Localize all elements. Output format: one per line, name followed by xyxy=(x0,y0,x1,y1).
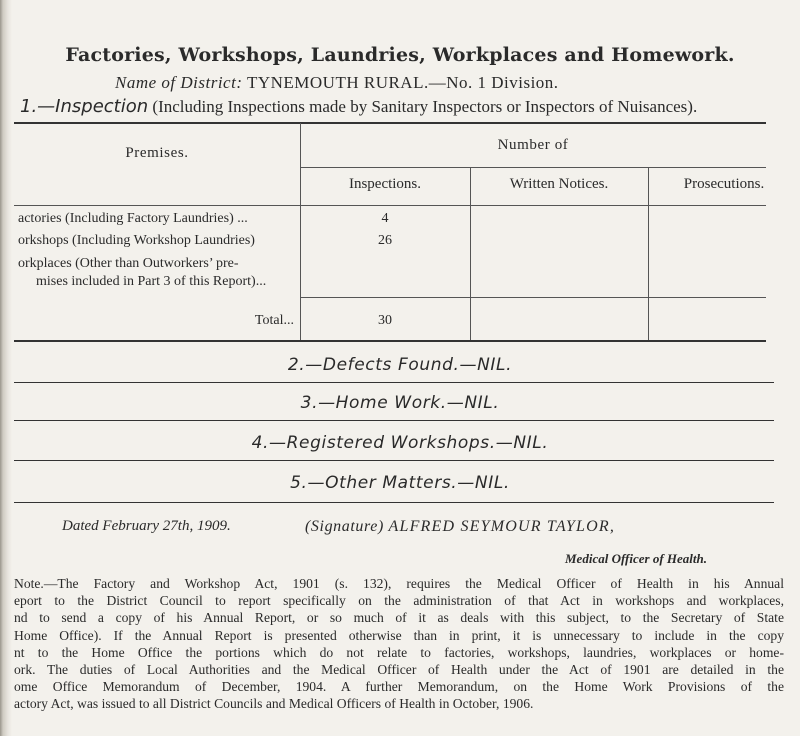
table-divider xyxy=(470,168,471,341)
total-label: Total... xyxy=(254,313,294,328)
inspections-header: Inspections. xyxy=(348,176,422,192)
note-line: Home Office). If the Annual Report is presented otherwise than in print, it is unnecessary to include in the copy xyxy=(14,627,784,643)
total-inspections: 30 xyxy=(378,313,392,328)
table-header-rule xyxy=(14,205,766,206)
written-notices-header: Written Notices. xyxy=(509,176,609,192)
section-defects: 2.—Defects Found.—NIL. xyxy=(287,355,513,375)
section-other-matters: 5.—Other Matters.—NIL. xyxy=(290,473,510,493)
table-divider xyxy=(648,168,649,341)
signatory-name: ALFRED SEYMOUR TAYLOR, xyxy=(388,518,616,535)
page-title: Factories, Workshops, Laundries, Workplaces and Homework. xyxy=(65,44,735,66)
section-rule xyxy=(14,382,774,383)
number-of-header: Number of xyxy=(497,137,569,153)
note-line: Note.—The Factory and Workshop Act, 1901 (s. 132), requires the Medical Officer of Health in his Annual xyxy=(14,576,784,591)
section-home-work: 3.—Home Work.—NIL. xyxy=(300,393,500,413)
signature-label: (Signature) xyxy=(305,518,384,535)
prosecutions-header: Prosecutions. xyxy=(683,176,765,192)
district-label: Name of District: xyxy=(115,73,243,92)
signatory-office: Medical Officer of Health. xyxy=(565,551,708,566)
note-paragraph xyxy=(14,575,784,713)
table-subheader-rule xyxy=(300,167,766,168)
premises-row-workshops: orkshops (Including Workshop Laundries) xyxy=(18,233,255,248)
table-bottom-rule xyxy=(14,340,766,342)
premises-row-workplaces-cont: mises included in Part 3 of this Report)... xyxy=(36,274,267,289)
note-line: nd to send a copy of his Annual Report, or so much of it as deals with this subject, to the Secretary of State xyxy=(14,610,784,626)
district-value: TYNEMOUTH RURAL.—No. 1 Division. xyxy=(246,73,559,92)
district-line xyxy=(115,73,559,93)
inspection-subtitle: (Including Inspections made by Sanitary Inspectors or Inspectors of Nuisances). xyxy=(152,97,698,116)
note-line: eport to the District Council to report specifically on the administration of that Act in workshops and workplaces, xyxy=(14,593,784,609)
premises-row-factories: actories (Including Factory Laundries) ... xyxy=(18,211,248,226)
table-divider xyxy=(300,123,301,341)
signature-line xyxy=(305,518,615,536)
note-line: ork. The duties of Local Authorities and the Medical Officer of Health under the Act of 1901 are detailed in the xyxy=(14,662,784,678)
premises-header: Premises. xyxy=(125,145,189,161)
dated-line: Dated February 27th, 1909. xyxy=(62,518,231,534)
section-rule xyxy=(14,502,774,503)
section-rule xyxy=(14,420,774,421)
table-total-rule xyxy=(300,297,766,298)
note-line: actory Act, was issued to all District Councils and Medical Officers of Health in October, 1906. xyxy=(14,696,534,712)
note-line: ome Office Memorandum of December, 1904. A further Memorandum, on the Home Work Provisions of the xyxy=(14,679,784,695)
section-rule xyxy=(14,460,774,461)
inspection-heading: 1.—Inspection xyxy=(20,96,149,117)
table-top-rule xyxy=(14,122,766,124)
inspections-row-workshops: 26 xyxy=(378,233,392,248)
inspection-heading-line xyxy=(20,96,697,117)
inspections-row-factories: 4 xyxy=(381,211,389,226)
note-line: nt to the Home Office the portions which do not relate to factories, workshops, laundries, workplaces or home- xyxy=(14,644,784,660)
premises-row-workplaces: orkplaces (Other than Outworkers’ pre- xyxy=(18,256,239,271)
section-registered-workshops: 4.—Registered Workshops.—NIL. xyxy=(251,433,549,453)
